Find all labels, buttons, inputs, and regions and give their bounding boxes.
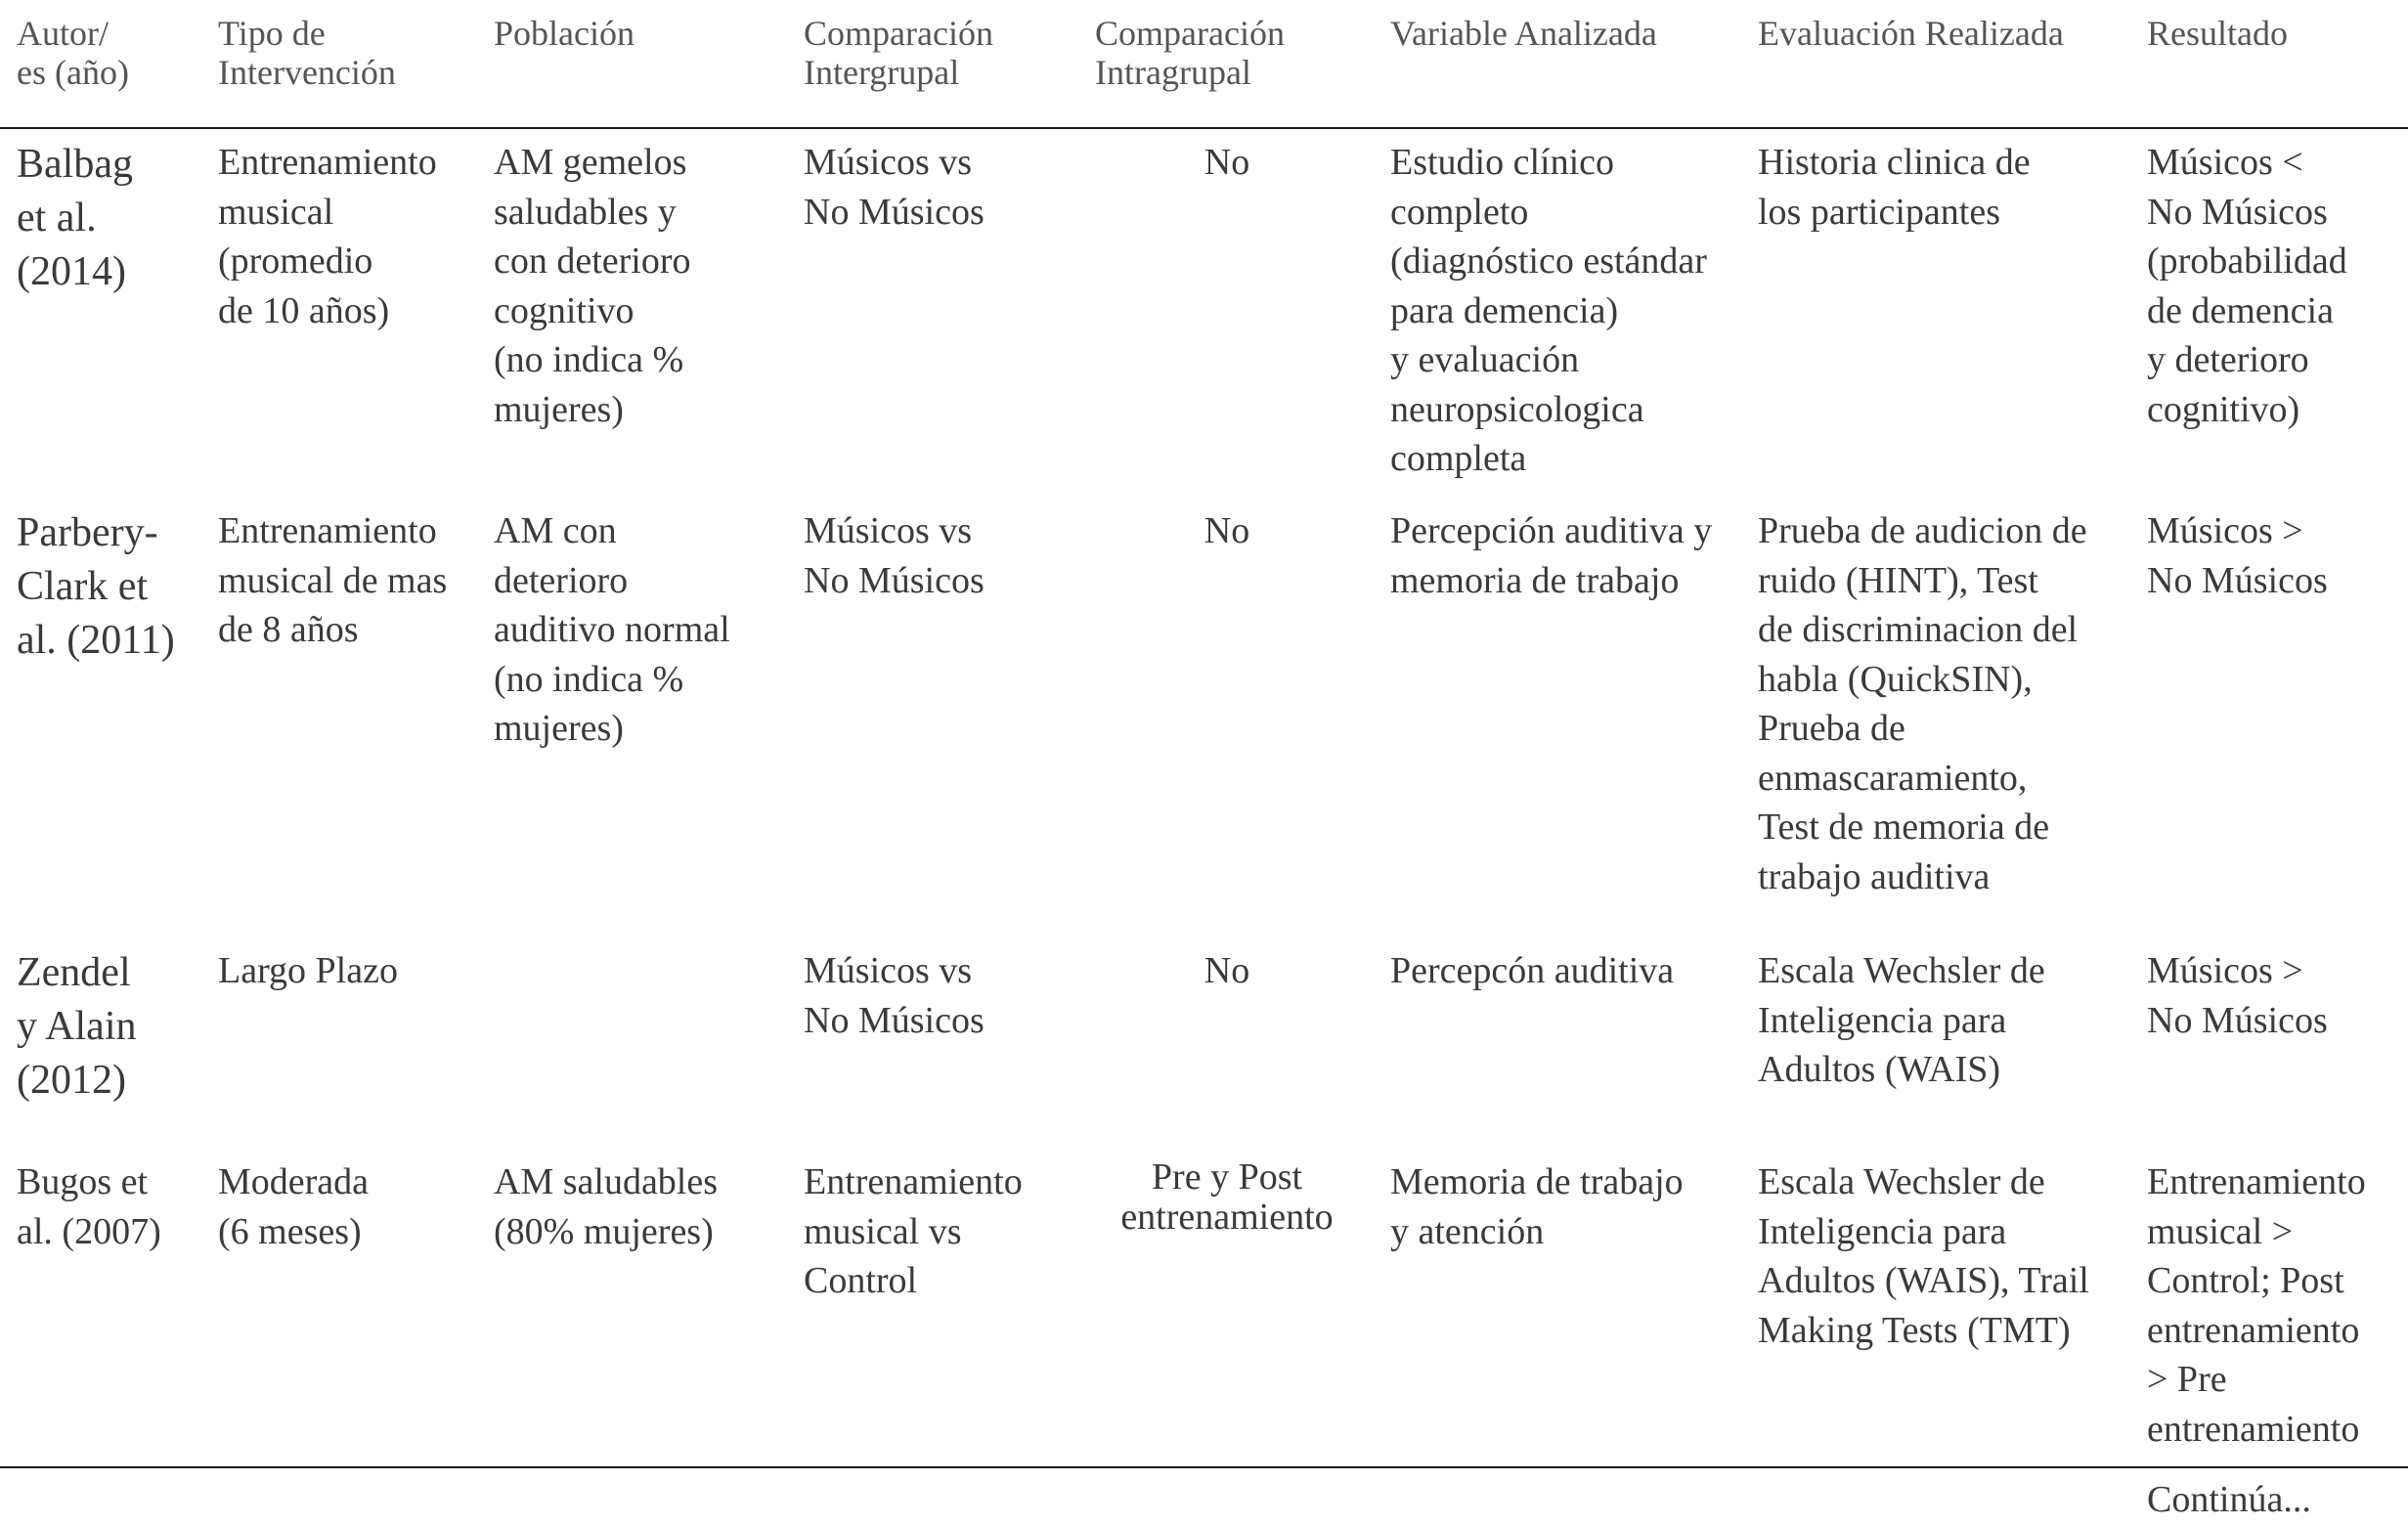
row-2-population: AM con deterioro auditivo normal (no indica % mujeres) <box>494 510 730 749</box>
row-1-author: Balbag et al. (2014) <box>17 142 133 294</box>
row-2-author: Parbery- Clark et al. (2011) <box>17 510 175 663</box>
row-3-result: Músicos > No Músicos <box>2147 950 2328 1041</box>
row-3-variable: Percepcón auditiva <box>1390 950 1675 991</box>
header-population: Población <box>494 14 635 53</box>
row-2-intergroup: Músicos vs No Músicos <box>804 510 985 601</box>
row-2-intervention: Entrenamiento musical de mas de 8 años <box>218 510 448 650</box>
row-4-evaluation: Escala Wechsler de Inteligencia para Adultos (WAIS), Trail Making Tests (TMT) <box>1758 1161 2089 1351</box>
row-1-intragroup: No <box>1204 142 1250 183</box>
row-1-intervention: Entrenamiento musical (promedio de 10 años) <box>218 142 437 331</box>
row-4-result: Entrenamiento musical > Control; Post entrenamiento > Pre entrenamiento <box>2147 1161 2366 1450</box>
row-1-evaluation: Historia clinica de los participantes <box>1758 142 2031 233</box>
row-1-population: AM gemelos saludables y con deterioro cognitivo (no indica % mujeres) <box>494 142 691 430</box>
row-4-intervention: Moderada (6 meses) <box>218 1161 370 1252</box>
row-4-intragroup: Pre y Post entrenamiento <box>1120 1156 1334 1238</box>
header-result: Resultado <box>2147 14 2288 53</box>
row-1-result: Músicos < No Músicos (probabilidad de demencia y deterioro cognitivo) <box>2147 142 2347 430</box>
header-intergroup: Comparación Intergrupal <box>804 14 993 92</box>
continues-label: Continúa... <box>2147 1479 2311 1520</box>
row-4-population: AM saludables (80% mujeres) <box>494 1161 719 1252</box>
header-divider <box>0 127 2408 129</box>
header-intragroup: Comparación Intragrupal <box>1095 14 1285 92</box>
row-2-evaluation: Prueba de audicion de ruido (HINT), Test de discriminacion del habla (QuickSIN), Prueba de enmascaramiento, Test de memoria de trabajo auditiva <box>1758 510 2087 897</box>
row-3-intervention: Largo Plazo <box>218 950 398 991</box>
row-2-intragroup: No <box>1204 510 1250 551</box>
row-3-evaluation: Escala Wechsler de Inteligencia para Adultos (WAIS) <box>1758 950 2045 1090</box>
row-4-variable: Memoria de trabajo y atención <box>1390 1161 1684 1252</box>
row-2-result: Músicos > No Músicos <box>2147 510 2328 601</box>
header-evaluation: Evaluación Realizada <box>1758 14 2064 53</box>
row-3-intragroup: No <box>1204 950 1250 991</box>
row-1-variable: Estudio clínico completo (diagnóstico estándar para demencia) y evaluación neuropsicologica completa <box>1390 142 1707 479</box>
table-bottom-divider <box>0 1466 2408 1468</box>
header-variable: Variable Analizada <box>1390 14 1657 53</box>
row-3-author: Zendel y Alain (2012) <box>17 950 137 1103</box>
row-4-author: Bugos et al. (2007) <box>17 1161 161 1252</box>
row-3-intergroup: Músicos vs No Músicos <box>804 950 985 1041</box>
row-2-variable: Percepción auditiva y memoria de trabajo <box>1390 510 1713 601</box>
row-4-intergroup: Entrenamiento musical vs Control <box>804 1161 1023 1301</box>
header-author: Autor/ es (año) <box>17 14 129 92</box>
row-1-intergroup: Músicos vs No Músicos <box>804 142 985 233</box>
header-intervention: Tipo de Intervención <box>218 14 396 92</box>
